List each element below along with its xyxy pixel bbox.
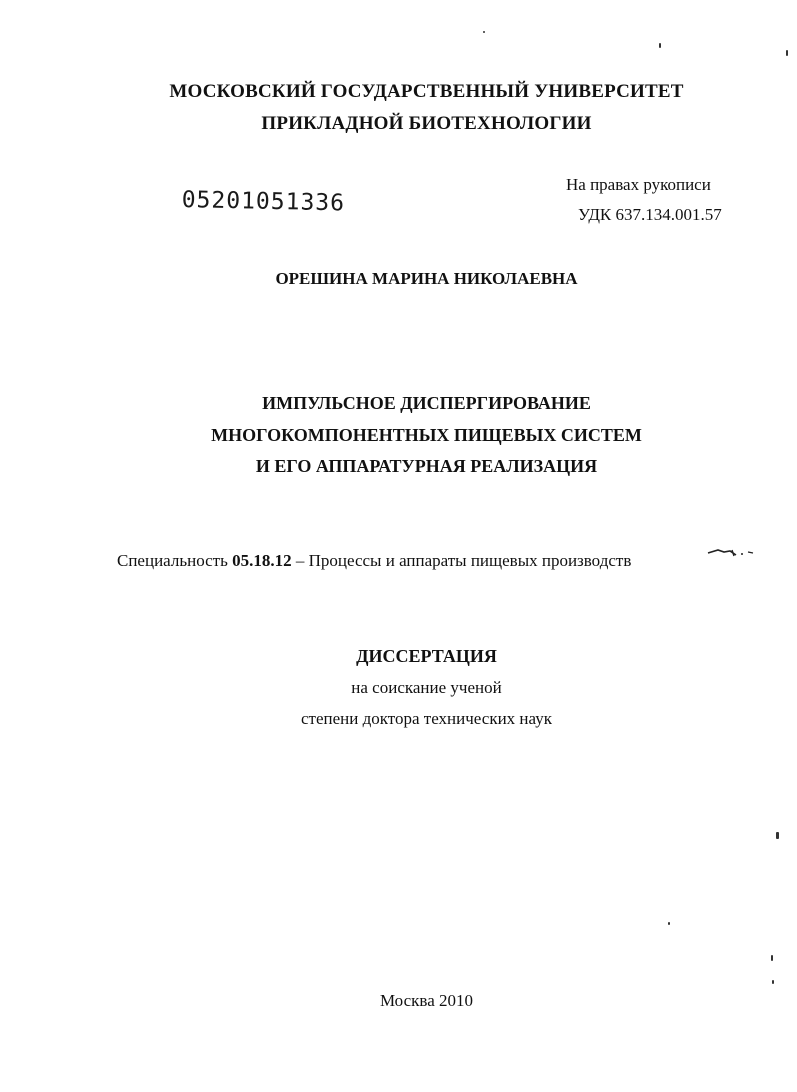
scan-speck: [776, 832, 779, 839]
scan-speck: [668, 922, 670, 925]
specialty-code: 05.18.12: [232, 551, 292, 570]
author-name: ОРЕШИНА МАРИНА НИКОЛАЕВНА: [275, 269, 578, 288]
scan-speck: [659, 43, 661, 48]
thesis-title-line3: И ЕГО АППАРАТУРНАЯ РЕАЛИЗАЦИЯ: [255, 456, 598, 476]
pen-mark-scribble: [706, 546, 756, 564]
dissertation-heading: ДИССЕРТАЦИЯ: [356, 646, 497, 666]
specialty-description: – Процессы и аппараты пищевых производств: [291, 551, 632, 570]
thesis-title-line1: ИМПУЛЬСНОЕ ДИСПЕРГИРОВАНИЕ: [262, 393, 591, 413]
university-name-line2: ПРИКЛАДНОЙ БИОТЕХНОЛОГИИ: [261, 113, 592, 134]
university-name-line1: МОСКОВСКИЙ ГОСУДАРСТВЕННЫЙ УНИВЕРСИТЕТ: [169, 81, 684, 102]
city-and-year: Москва 2010: [379, 991, 474, 1010]
scan-speck: [771, 955, 773, 961]
manuscript-rights-note: На правах рукописи: [566, 175, 711, 194]
scan-speck: [772, 980, 774, 984]
dissertation-purpose-line1: на соискание ученой: [351, 678, 502, 697]
specialty-prefix: Специальность: [117, 551, 233, 570]
dissertation-purpose-line2: степени доктора технических наук: [301, 709, 552, 728]
specialty-line: [117, 551, 631, 571]
thesis-title-line2: МНОГОКОМПОНЕНТНЫХ ПИЩЕВЫХ СИСТЕМ: [211, 425, 642, 445]
library-stamp-number: 05201051336: [181, 187, 346, 217]
scan-speck: [483, 31, 485, 33]
udc-code: УДК 637.134.001.57: [578, 205, 722, 224]
scan-speck: [786, 50, 788, 56]
